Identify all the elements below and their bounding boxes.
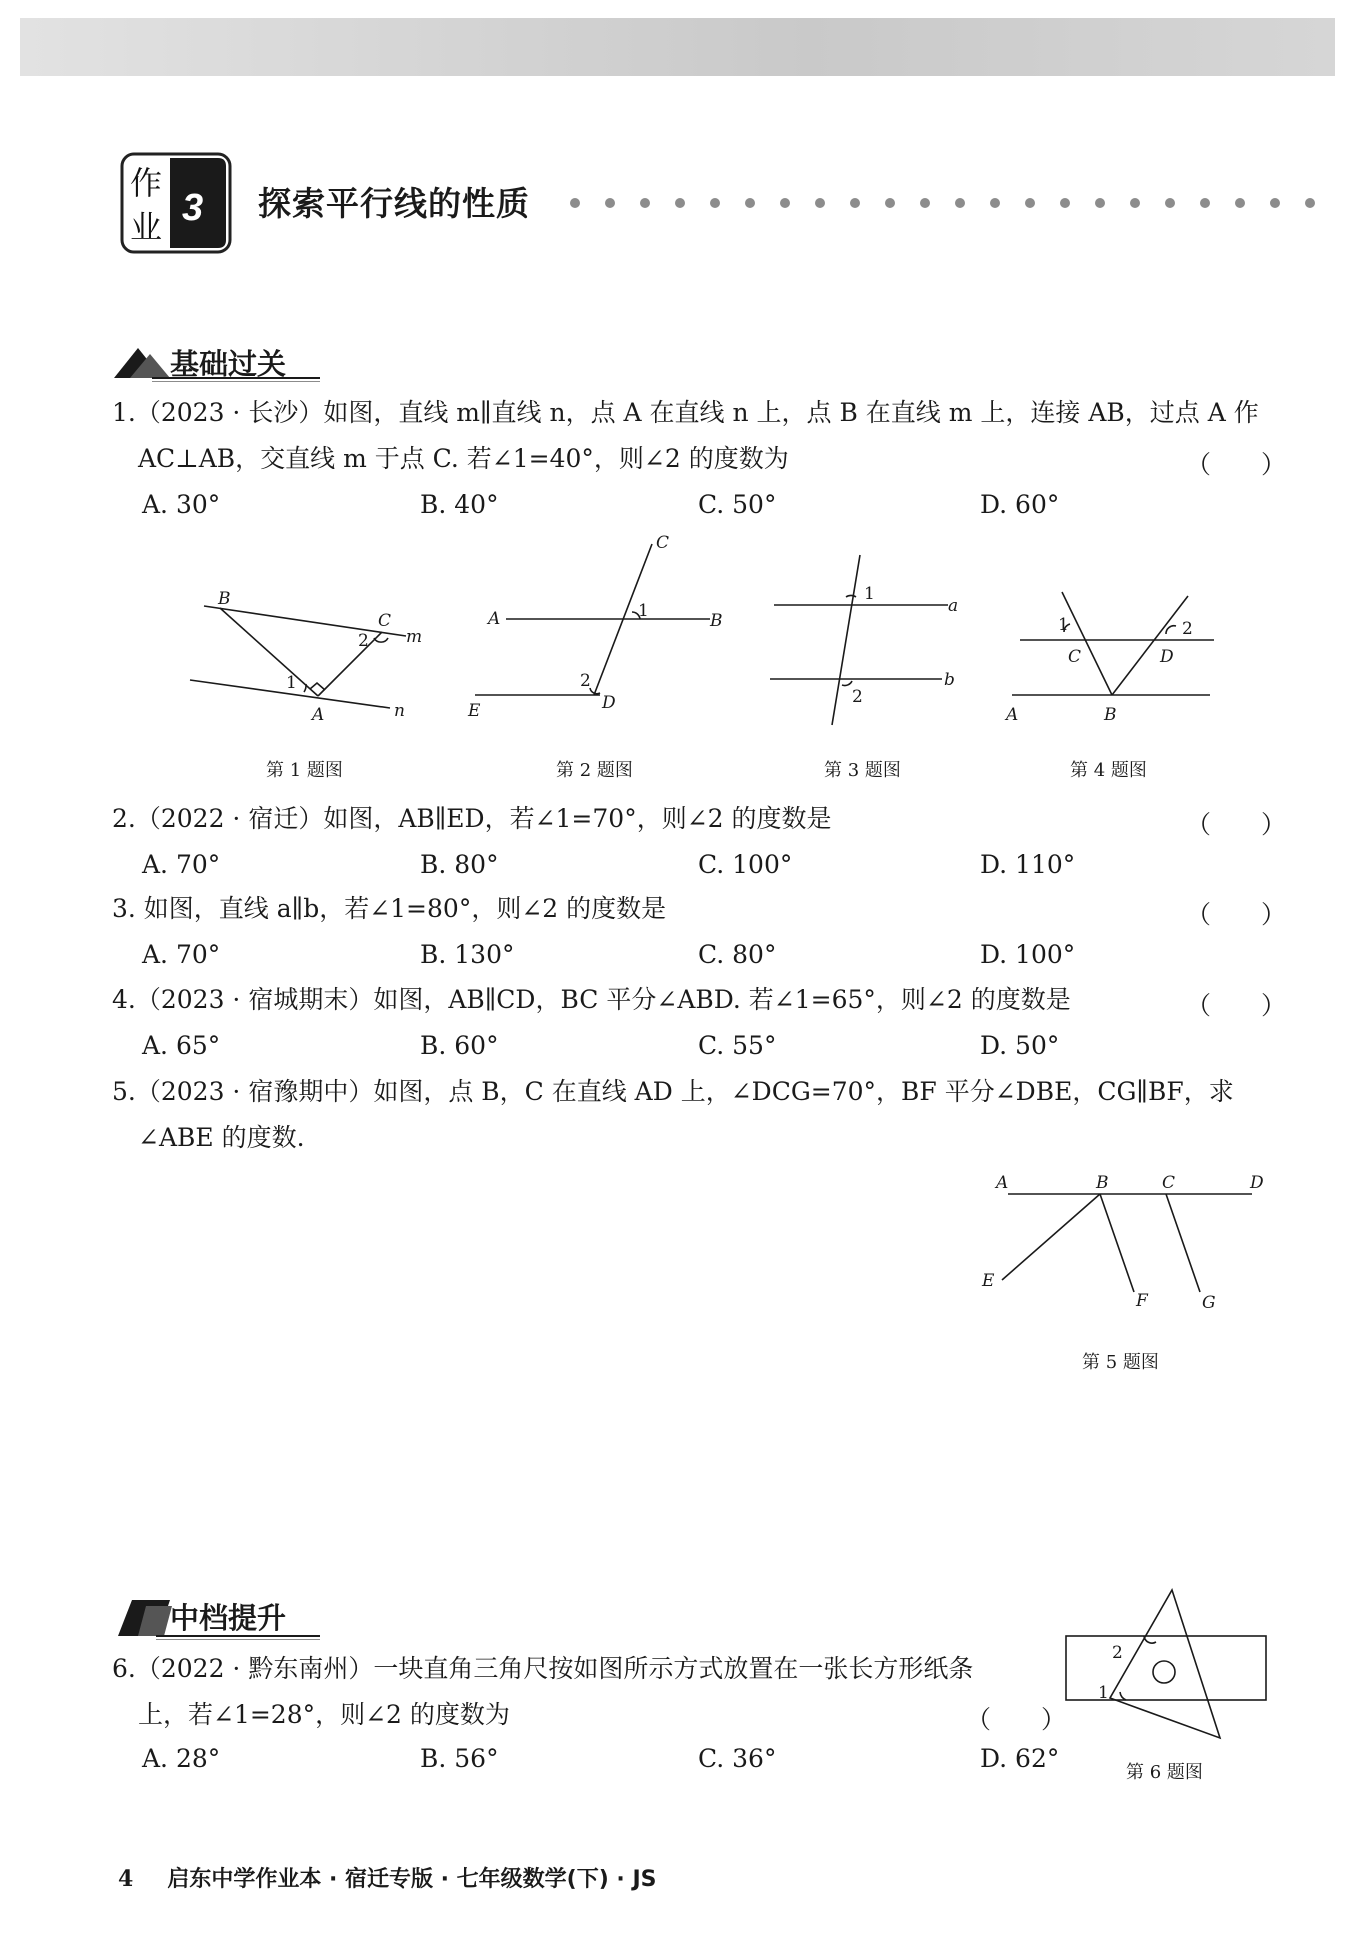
q3-option-c: C. 80° (698, 940, 777, 969)
page-footer (118, 1862, 656, 1893)
q1-answer-blank: （ ） (1186, 450, 1287, 479)
figure-6 (1060, 1580, 1280, 1740)
fig1-label-a: A (312, 705, 325, 725)
q1-option-b: B. 40° (420, 490, 499, 519)
q3-option-b: B. 130° (420, 940, 515, 969)
fig2-angle-2: 2 (580, 671, 591, 691)
q2-option-c: C. 100° (698, 850, 793, 879)
q3-option-a: A. 70° (142, 940, 221, 969)
q1-line2: AC⊥AB，交直线 m 于点 C. 若∠1=40°，则∠2 的度数为 (138, 444, 789, 473)
figure-5 (980, 1162, 1270, 1322)
q6-option-b: B. 56° (420, 1744, 499, 1773)
badge-top-char: 作 (130, 165, 163, 201)
fig1-label-m: m (406, 627, 423, 647)
fig2-label-b: B (710, 611, 723, 631)
fig2-label-e: E (468, 701, 481, 721)
fig5-label-b: B (1096, 1173, 1109, 1193)
fig4-label-b: B (1104, 705, 1117, 725)
fig5-label-f: F (1136, 1291, 1148, 1311)
fig5-label-d: D (1250, 1173, 1264, 1193)
q5-line2: ∠ABE 的度数. (138, 1123, 305, 1152)
fig1-angle-2: 2 (358, 631, 369, 651)
q6-line2: 上，若∠1=28°，则∠2 的度数为 (138, 1700, 510, 1729)
fig5-label-a: A (996, 1173, 1009, 1193)
q3-answer-blank: （ ） (1186, 900, 1287, 929)
fig6-angle-1: 1 (1098, 1683, 1109, 1703)
q2-option-b: B. 80° (420, 850, 499, 879)
fig6-caption: 第 6 题图 (1126, 1762, 1203, 1783)
q6-option-d: D. 62° (980, 1744, 1060, 1773)
section-mid-label: 中档提升 (170, 1601, 287, 1635)
fig6-angle-2: 2 (1112, 1643, 1123, 1663)
q5-line1: 5.（2023 · 宿豫期中）如图，点 B，C 在直线 AD 上，∠DCG=70°，BF 平分∠DBE，CG∥BF，求 (112, 1077, 1234, 1106)
fig5-label-g: G (1202, 1293, 1216, 1313)
title-dots (568, 196, 1328, 210)
q1-option-a: A. 30° (142, 490, 221, 519)
fig3-label-a: a (948, 596, 959, 616)
fig2-label-d: D (602, 693, 616, 713)
q1-option-d: D. 60° (980, 490, 1060, 519)
q6-option-c: C. 36° (698, 1744, 777, 1773)
figure-1 (180, 580, 430, 730)
q4-option-c: C. 55° (698, 1031, 777, 1060)
homework-badge (118, 150, 234, 256)
figure-4 (1000, 580, 1230, 730)
q2-line1: 2.（2022 · 宿迁）如图，AB∥ED，若∠1=70°，则∠2 的度数是 (112, 804, 832, 833)
q3-option-d: D. 100° (980, 940, 1076, 969)
fig1-angle-1: 1 (286, 673, 297, 693)
badge-bottom-char: 业 (130, 209, 163, 245)
header-band (20, 18, 1335, 76)
fig3-angle-1: 1 (864, 584, 875, 604)
fig1-label-n: n (394, 701, 405, 721)
fig4-label-c: C (1068, 647, 1082, 667)
q2-answer-blank: （ ） (1186, 810, 1287, 839)
badge-shape (118, 150, 234, 256)
fig2-label-a: A (488, 609, 501, 629)
fig5-label-c: C (1162, 1173, 1176, 1193)
fig2-angle-1: 1 (638, 601, 649, 621)
fig1-label-c: C (378, 611, 392, 631)
fig4-angle-1: 1 (1058, 615, 1069, 635)
page-title: 探索平行线的性质 (258, 184, 530, 223)
fig4-label-d: D (1160, 647, 1174, 667)
fig3-caption: 第 3 题图 (824, 760, 901, 781)
q6-option-a: A. 28° (142, 1744, 221, 1773)
footer-text: 启东中学作业本 · 宿迁专版 · 七年级数学(下) · JS (167, 1867, 657, 1892)
q1-option-c: C. 50° (698, 490, 777, 519)
q4-option-d: D. 50° (980, 1031, 1060, 1060)
q6-line1: 6.（2022 · 黔东南州）一块直角三角尺按如图所示方式放置在一张长方形纸条 (112, 1654, 974, 1683)
fig2-caption: 第 2 题图 (556, 760, 633, 781)
q6-answer-blank: （ ） (966, 1705, 1067, 1734)
q2-option-d: D. 110° (980, 850, 1076, 879)
q2-option-a: A. 70° (142, 850, 221, 879)
fig4-label-a: A (1006, 705, 1019, 725)
q4-answer-blank: （ ） (1186, 991, 1287, 1020)
q4-option-a: A. 65° (142, 1031, 221, 1060)
fig1-label-b: B (218, 589, 231, 609)
section-basic-label: 基础过关 (170, 347, 287, 381)
figure-2 (460, 530, 730, 730)
badge-number: 3 (182, 187, 204, 229)
fig3-angle-2: 2 (852, 687, 863, 707)
q4-option-b: B. 60° (420, 1031, 499, 1060)
q4-line1: 4.（2023 · 宿城期末）如图，AB∥CD，BC 平分∠ABD. 若∠1=65°，则∠2 的度数是 (112, 985, 1071, 1014)
q1-line1: 1.（2023 · 长沙）如图，直线 m∥直线 n，点 A 在直线 n 上，点 B 在直线 m 上，连接 AB，过点 A 作 (112, 398, 1259, 427)
page-number: 4 (118, 1866, 134, 1892)
fig1-caption: 第 1 题图 (266, 760, 343, 781)
fig3-label-b: b (944, 670, 955, 690)
fig4-angle-2: 2 (1182, 619, 1193, 639)
fig5-caption: 第 5 题图 (1082, 1352, 1159, 1373)
fig4-caption: 第 4 题图 (1070, 760, 1147, 781)
q3-line1: 3. 如图，直线 a∥b，若∠1=80°，则∠2 的度数是 (112, 894, 667, 923)
figure-3 (760, 545, 970, 730)
fig2-label-c: C (656, 533, 670, 553)
fig5-label-e: E (982, 1271, 995, 1291)
